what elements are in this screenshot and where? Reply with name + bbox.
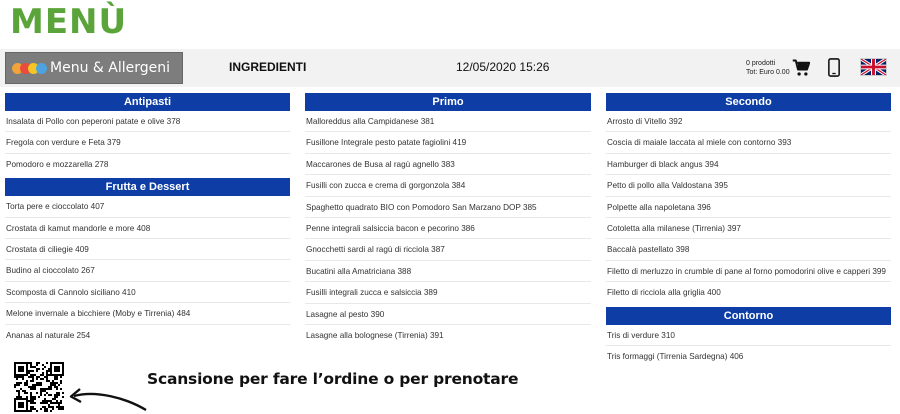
menu-item[interactable]: Pomodoro e mozzarella 278 (6, 159, 109, 169)
menu-column-left (5, 93, 290, 346)
menu-section (305, 93, 591, 346)
menu-item[interactable]: Spaghetto quadrato BIO con Pomodoro San Marzano DOP 385 (305, 197, 591, 218)
menu-section (606, 307, 891, 368)
menu-item[interactable]: Lasagne alla bolognese (Tirrenia) 391 (306, 330, 444, 340)
menu-item[interactable]: Penne integrali salsiccia bacon e pecorino 386 (305, 218, 591, 239)
logo-dot (36, 63, 47, 74)
menu-item[interactable]: Tris formaggi (Tirrenia Sardegna) 406 (607, 351, 744, 361)
menu-item[interactable]: Lasagne al pesto 390 (305, 304, 591, 325)
menu-item-list (305, 111, 591, 346)
menu-item[interactable]: Fusillone Integrale pesto patate fagiolini 419 (305, 132, 591, 153)
menu-item[interactable]: Polpette alla napoletana 396 (606, 197, 891, 218)
menu-item[interactable]: Fregola con verdure e Feta 379 (5, 132, 290, 153)
top-bar (0, 49, 900, 87)
menu-item[interactable]: Crostata di ciliegie 409 (5, 239, 290, 260)
scan-instruction: Scansione per fare l’ordine o per prenotare (147, 370, 519, 388)
menu-column-right (606, 93, 891, 367)
cart-icon[interactable] (792, 59, 810, 77)
menu-item[interactable]: Ananas al naturale 254 (6, 330, 91, 340)
curved-arrow-icon (66, 386, 148, 414)
menu-item[interactable]: Filetto di ricciola alla griglia 400 (607, 288, 721, 298)
menu-item-list (606, 325, 891, 368)
smartphone-icon[interactable] (828, 58, 840, 77)
cart-count: 0 prodotti (746, 60, 776, 67)
menu-item[interactable]: Hamburger di black angus 394 (606, 154, 891, 175)
category-header[interactable]: Contorno (606, 307, 891, 325)
category-header[interactable]: Frutta e Dessert (5, 178, 290, 196)
menu-section (5, 178, 290, 346)
menu-item[interactable]: Tris di verdure 310 (606, 325, 891, 346)
menu-item[interactable]: Insalata di Pollo con peperoni patate e olive 378 (5, 111, 290, 132)
qr-code-icon (14, 362, 64, 412)
menu-section (606, 93, 891, 304)
menu-item[interactable]: Baccalà pastellato 398 (606, 239, 891, 260)
menu-item[interactable]: Petto di pollo alla Valdostana 395 (606, 175, 891, 196)
menu-item[interactable]: Gnocchetti sardi al ragù di ricciola 387 (305, 239, 591, 260)
menu-item[interactable]: Melone invernale a bicchiere (Moby e Tirrenia) 484 (5, 303, 290, 324)
logo-text: Menu & Allergeni (50, 60, 170, 76)
menu-item[interactable]: Fusilli integrali zucca e salsiccia 389 (305, 282, 591, 303)
category-header[interactable]: Secondo (606, 93, 891, 111)
menu-item[interactable]: Scomposta di Cannolo siciliano 410 (5, 282, 290, 303)
menu-item[interactable]: Coscia di maiale laccata al miele con contorno 393 (606, 132, 891, 153)
menu-item[interactable]: Bucatini alla Amatriciana 388 (305, 261, 591, 282)
menu-item-list (5, 111, 290, 175)
menu-item[interactable]: Cotoletta alla milanese (Tirrenia) 397 (606, 218, 891, 239)
page-heading: MENÙ (10, 2, 128, 42)
menu-item[interactable]: Filetto di merluzzo in crumble di pane al forno pomodorini olive e capperi 399 (606, 261, 891, 282)
menu-item[interactable]: Crostata di kamut mandorle e more 408 (5, 218, 290, 239)
menu-item-list (606, 111, 891, 304)
menu-item[interactable]: Maccarones de Busa al ragù agnello 383 (305, 154, 591, 175)
uk-flag-icon[interactable] (860, 58, 887, 76)
menu-item-list (5, 196, 290, 346)
menu-section (5, 93, 290, 175)
cart-total: Tot: Euro 0.00 (746, 69, 790, 76)
menu-column-middle (305, 93, 591, 346)
logo-dots-icon (12, 63, 44, 74)
menu-item[interactable]: Budino al cioccolato 267 (5, 260, 290, 281)
datetime-display: 12/05/2020 15:26 (456, 60, 550, 74)
menu-item[interactable]: Arrosto di Vitello 392 (606, 111, 891, 132)
menu-allergeni-logo[interactable] (5, 52, 183, 84)
menu-item[interactable]: Malloreddus alla Campidanese 381 (305, 111, 591, 132)
ingredients-link[interactable]: INGREDIENTI (229, 60, 307, 74)
menu-item[interactable]: Torta pere e cioccolato 407 (5, 196, 290, 217)
category-header[interactable]: Primo (305, 93, 591, 111)
cart-summary (746, 59, 790, 77)
category-header[interactable]: Antipasti (5, 93, 290, 111)
menu-item[interactable]: Fusilli con zucca e crema di gorgonzola 384 (305, 175, 591, 196)
